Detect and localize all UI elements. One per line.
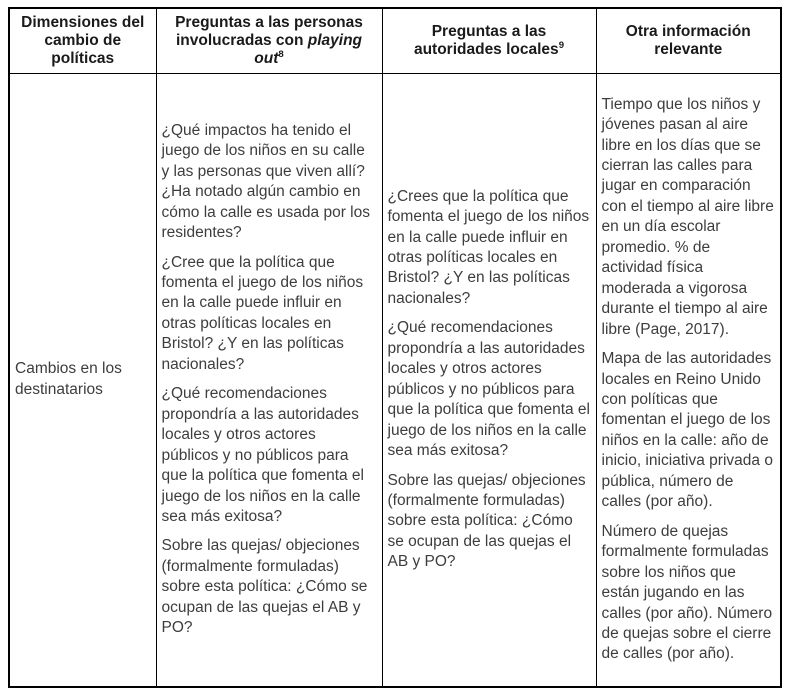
policy-dimensions-table bbox=[8, 7, 782, 688]
table-header-row bbox=[9, 8, 781, 73]
authorities-question-1: ¿Crees que la política que fomenta el juego de los niños en la calle puede influir en otras políticas locales en Bristol? ¿Y en las políticas nacionales? bbox=[387, 187, 590, 307]
other-info-cell bbox=[596, 73, 781, 687]
header-participants-italic-term: playing out bbox=[254, 31, 363, 67]
header-dimensions-label: Dimensiones del cambio de políticas bbox=[21, 13, 145, 67]
participants-question-4: Sobre las quejas/ objeciones (formalmente formuladas) sobre esta política: ¿Cómo se ocupan de las quejas el AB y PO? bbox=[161, 537, 368, 637]
dimension-label: Cambios en los destinatarios bbox=[15, 360, 122, 398]
table-row bbox=[9, 73, 781, 687]
footnote-marker-9: 9 bbox=[558, 39, 565, 51]
header-other-info bbox=[596, 8, 781, 73]
header-authorities-label: Preguntas a las autoridades locales bbox=[413, 22, 559, 58]
participants-questions-cell bbox=[156, 73, 382, 687]
participants-question-2: ¿Cree que la política que fomenta el juego de los niños en la calle puede influir en otras políticas locales en Bristol? ¿Y en las políticas nacionales? bbox=[161, 253, 364, 373]
authorities-question-3: Sobre las quejas/ objeciones (formalmente formuladas) sobre esta política: ¿Cómo se ocupan de las quejas el AB y PO? bbox=[387, 471, 586, 571]
footnote-marker-8: 8 bbox=[278, 48, 284, 60]
authorities-question-2: ¿Qué recomendaciones propondría a las autoridades locales y otros actores públicos y no públicos para que la política que fomenta el juego de los niños en la calle sea más exitosa? bbox=[387, 319, 590, 460]
authorities-questions-cell bbox=[382, 73, 596, 687]
header-other-info-label: Otra información relevante bbox=[625, 22, 751, 58]
header-dimensions bbox=[9, 8, 156, 73]
participants-question-3: ¿Qué recomendaciones propondría a las autoridades locales y otros actores públicos y no públicos para que la política que fomenta el juego de los niños en la calle sea más exitosa? bbox=[161, 385, 364, 525]
dimension-cell bbox=[9, 73, 156, 687]
participants-question-1: ¿Qué impactos ha tenido el juego de los niños en su calle y las personas que viven allí? ¿Ha notado algún cambio en cómo la calle es usada por los residentes? bbox=[161, 121, 371, 242]
header-questions-participants bbox=[156, 8, 382, 73]
other-info-item-3: Número de quejas formalmente formuladas sobre los niños que están jugando en las calles (por año). Número de quejas sobre el cierre de calles (por año). bbox=[601, 522, 773, 663]
other-info-item-1: Tiempo que los niños y jóvenes pasan al aire libre en los días que se cierran las calles para jugar en comparación con el tiempo al aire libre en un día escolar promedio. % de actividad física moderada a vigorosa durante el tiempo al aire libre (Page, 2017). bbox=[601, 95, 774, 338]
other-info-item-2: Mapa de las autoridades locales en Reino Unido con políticas que fomentan el juego de los niños en la calle: año de inicio, iniciativa privada o pública, número de calles (por año). bbox=[601, 350, 773, 511]
header-participants-prefix: Preguntas a las personas involucradas con bbox=[175, 13, 363, 49]
header-questions-authorities bbox=[382, 8, 596, 73]
